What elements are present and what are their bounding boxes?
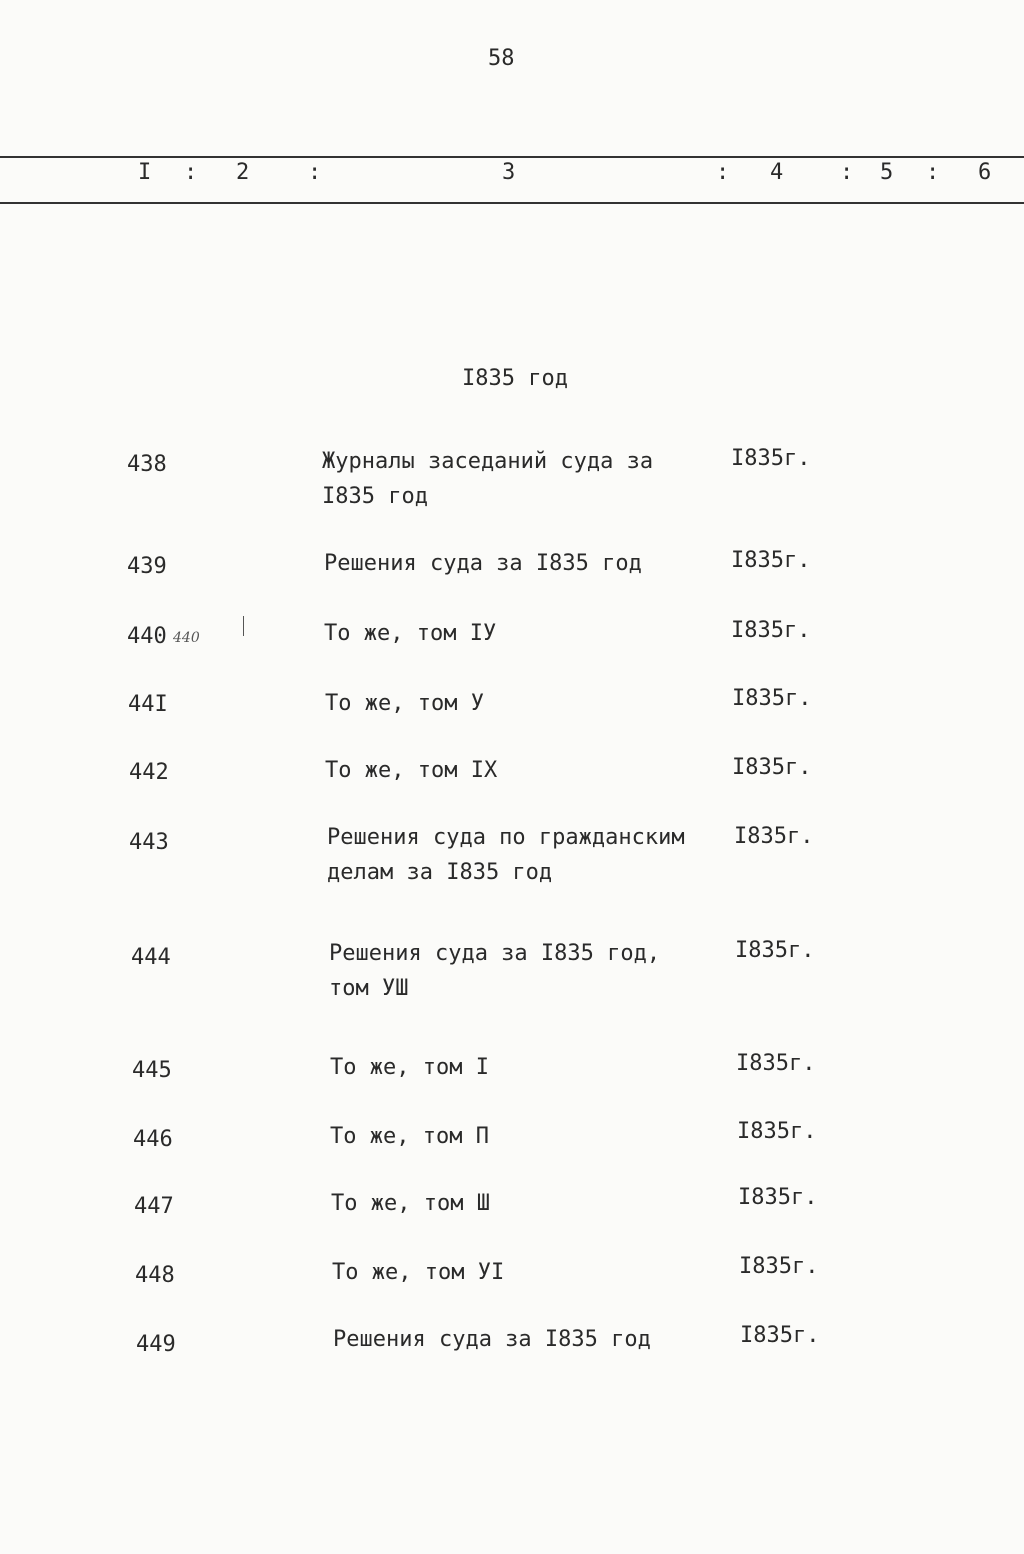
- row-date: I835г.: [734, 824, 814, 849]
- row-number: 444: [131, 945, 171, 970]
- column-header-4: 4: [770, 160, 784, 185]
- row-number: 440: [127, 624, 167, 649]
- row-date: I835г.: [737, 1119, 817, 1144]
- row-date: I835г.: [739, 1254, 819, 1279]
- row-date: I835г.: [735, 938, 815, 963]
- row-date: I835г.: [736, 1051, 816, 1076]
- pencil-mark: [243, 616, 244, 636]
- column-separator: :: [716, 160, 730, 185]
- column-header-2: 2: [236, 160, 250, 185]
- row-description: Решения суда за I835 год, том УШ: [329, 941, 661, 1001]
- row-date: I835г.: [731, 548, 811, 573]
- row-date: I835г.: [740, 1323, 820, 1348]
- row-number: 443: [129, 830, 169, 855]
- column-header-1: I: [138, 160, 152, 185]
- column-separator: :: [184, 160, 198, 185]
- row-number: 442: [129, 760, 169, 785]
- row-description: То же, том У: [325, 691, 484, 716]
- column-header-5: 5: [880, 160, 894, 185]
- row-description: То же, том IУ: [324, 621, 497, 646]
- header-top-rule: [0, 156, 1024, 158]
- row-date: I835г.: [732, 686, 812, 711]
- row-description: То же, том Ш: [331, 1191, 490, 1216]
- row-number: 439: [127, 554, 167, 579]
- row-description: Журналы заседаний суда за I835 год: [322, 449, 654, 509]
- column-separator: :: [926, 160, 940, 185]
- row-date: I835г.: [738, 1185, 818, 1210]
- row-description: Решения суда за I835 год: [333, 1327, 651, 1352]
- row-number: 438: [127, 452, 167, 477]
- section-title: I835 год: [462, 366, 568, 391]
- row-description: То же, том П: [330, 1124, 489, 1149]
- header-bottom-rule: [0, 202, 1024, 204]
- column-header-3: 3: [502, 160, 516, 185]
- row-number: 446: [133, 1127, 173, 1152]
- column-header-6: 6: [978, 160, 992, 185]
- column-separator: :: [308, 160, 322, 185]
- row-number: 44I: [128, 692, 168, 717]
- row-date: I835г.: [732, 755, 812, 780]
- row-date: I835г.: [731, 618, 811, 643]
- row-description: Решения суда за I835 год: [324, 551, 642, 576]
- row-description: То же, том УI: [332, 1260, 505, 1285]
- row-number: 447: [134, 1194, 174, 1219]
- row-number: 448: [135, 1263, 175, 1288]
- page-number: 58: [488, 46, 515, 71]
- row-date: I835г.: [731, 446, 811, 471]
- row-number: 445: [132, 1058, 172, 1083]
- handwritten-note: 440: [173, 630, 200, 646]
- row-description: То же, том IX: [325, 758, 498, 783]
- row-description: То же, том I: [330, 1055, 489, 1080]
- column-separator: :: [840, 160, 854, 185]
- row-number: 449: [136, 1332, 176, 1357]
- row-description: Решения суда по гражданским делам за I835 год: [327, 825, 685, 885]
